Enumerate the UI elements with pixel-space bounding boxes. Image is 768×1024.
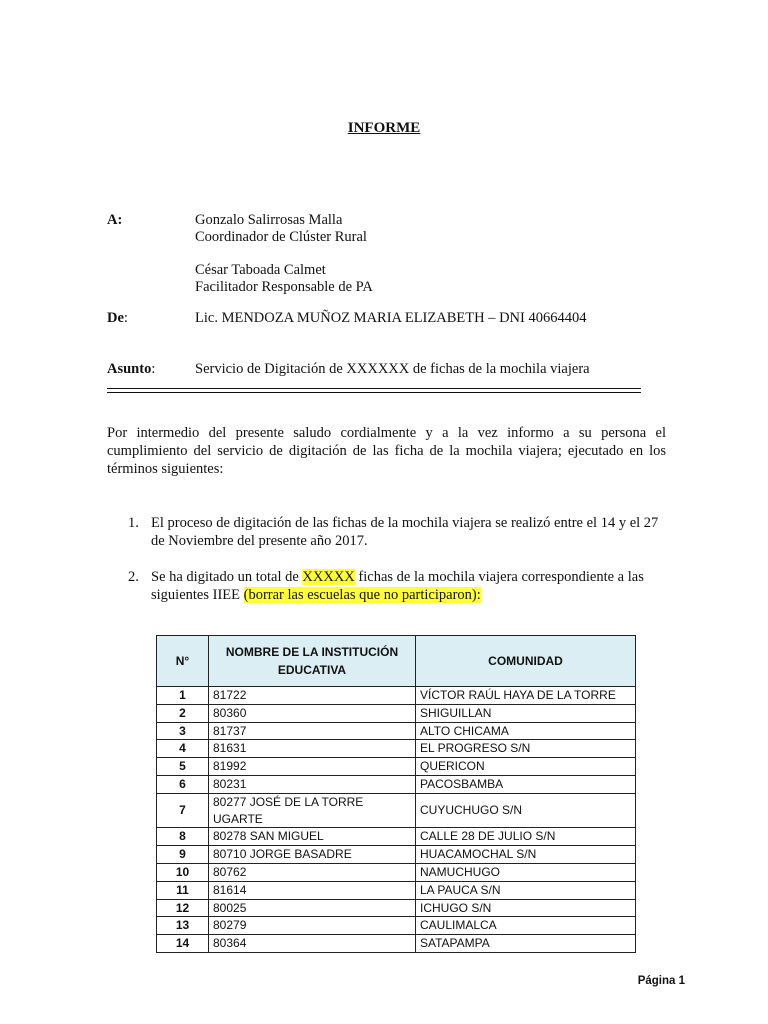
- community-name: NAMUCHUGO: [416, 863, 636, 881]
- to-label: A:: [107, 212, 123, 228]
- row-number: 7: [157, 793, 209, 828]
- schools-table: [156, 635, 636, 953]
- community-name: CUYUCHUGO S/N: [416, 793, 636, 828]
- table-row: [157, 935, 636, 953]
- community-name: VÍCTOR RAÚL HAYA DE LA TORRE: [416, 687, 636, 705]
- table-row: [157, 758, 636, 776]
- highlighted-note: (borrar las escuelas que no participaron):: [243, 587, 481, 603]
- community-name: SHIGUILLAN: [416, 704, 636, 722]
- community-name: EL PROGRESO S/N: [416, 740, 636, 758]
- list-text: Se ha digitado un total de XXXXX fichas de la mochila viajera correspondiente a las siguientes IIEE (borrar las escuelas que no participaron):: [151, 569, 644, 603]
- table-row: [157, 793, 636, 828]
- list-number: 2.: [128, 569, 139, 585]
- institution-name: 80360: [209, 704, 416, 722]
- table-row: [157, 917, 636, 935]
- institution-name: 81631: [209, 740, 416, 758]
- table-row: [157, 722, 636, 740]
- community-name: CAULIMALCA: [416, 917, 636, 935]
- list-text: El proceso de digitación de las fichas de la mochila viajera se realizó entre el 14 y el 27 de Noviembre del presente año 2017.: [151, 515, 659, 549]
- document-title: INFORME: [347, 120, 421, 136]
- recipient-name: César Taboada Calmet: [195, 262, 326, 278]
- row-number: 5: [157, 758, 209, 776]
- table-row: [157, 846, 636, 864]
- institution-name: 81614: [209, 881, 416, 899]
- recipient-role: Facilitador Responsable de PA: [195, 279, 373, 295]
- community-name: ICHUGO S/N: [416, 899, 636, 917]
- list-item-1: [128, 514, 668, 554]
- table-row: [157, 881, 636, 899]
- institution-name: 81992: [209, 758, 416, 776]
- row-number: 11: [157, 881, 209, 899]
- institution-name: 80278 SAN MIGUEL: [209, 828, 416, 846]
- from-label: De:: [107, 310, 128, 326]
- page-number: Página 1: [637, 975, 685, 987]
- row-number: 14: [157, 935, 209, 953]
- table-row: [157, 687, 636, 705]
- institution-name: 80279: [209, 917, 416, 935]
- institution-name: 80277 JOSÉ DE LA TORRE UGARTE: [209, 793, 416, 828]
- to-recipient-2: [195, 262, 373, 296]
- table-header-row: [157, 636, 636, 687]
- row-number: 10: [157, 863, 209, 881]
- row-number: 2: [157, 704, 209, 722]
- table-row: [157, 899, 636, 917]
- community-name: SATAPAMPA: [416, 935, 636, 953]
- highlighted-count: XXXXX: [302, 569, 355, 585]
- row-number: 8: [157, 828, 209, 846]
- row-number: 4: [157, 740, 209, 758]
- table-row: [157, 775, 636, 793]
- row-number: 9: [157, 846, 209, 864]
- list-item-2: [128, 568, 668, 608]
- recipient-name: Gonzalo Salirrosas Malla: [195, 212, 343, 228]
- column-header-institution: NOMBRE DE LA INSTITUCIÓN EDUCATIVA: [209, 636, 416, 687]
- institution-name: 80231: [209, 775, 416, 793]
- institution-name: 80364: [209, 935, 416, 953]
- divider-line: [107, 388, 641, 389]
- community-name: ALTO CHICAMA: [416, 722, 636, 740]
- row-number: 1: [157, 687, 209, 705]
- institution-name: 81722: [209, 687, 416, 705]
- table-row: [157, 828, 636, 846]
- community-name: LA PAUCA S/N: [416, 881, 636, 899]
- intro-paragraph: Por intermedio del presente saludo cordialmente y a la vez informo a su persona el cumplimiento del servicio de digitación de las ficha de la mochila viajera; ejecutado en los términos siguientes:: [107, 425, 666, 477]
- recipient-role: Coordinador de Clúster Rural: [195, 229, 367, 245]
- table-row: [157, 740, 636, 758]
- community-name: PACOSBAMBA: [416, 775, 636, 793]
- institution-name: 80025: [209, 899, 416, 917]
- to-recipient-1: [195, 212, 367, 246]
- institution-name: 80762: [209, 863, 416, 881]
- table-row: [157, 704, 636, 722]
- list-number: 1.: [128, 515, 139, 531]
- row-number: 13: [157, 917, 209, 935]
- column-header-community: COMUNIDAD: [416, 636, 636, 687]
- table-row: [157, 863, 636, 881]
- community-name: HUACAMOCHAL S/N: [416, 846, 636, 864]
- divider-line: [107, 392, 641, 393]
- community-name: CALLE 28 DE JULIO S/N: [416, 828, 636, 846]
- institution-name: 81737: [209, 722, 416, 740]
- row-number: 3: [157, 722, 209, 740]
- community-name: QUERICON: [416, 758, 636, 776]
- subject-value: Servicio de Digitación de XXXXXX de fichas de la mochila viajera: [195, 361, 590, 377]
- institution-name: 80710 JORGE BASADRE: [209, 846, 416, 864]
- subject-label: Asunto:: [107, 361, 156, 377]
- column-header-number: N°: [157, 636, 209, 687]
- from-value: Lic. MENDOZA MUÑOZ MARIA ELIZABETH – DNI 40664404: [195, 310, 587, 326]
- row-number: 12: [157, 899, 209, 917]
- row-number: 6: [157, 775, 209, 793]
